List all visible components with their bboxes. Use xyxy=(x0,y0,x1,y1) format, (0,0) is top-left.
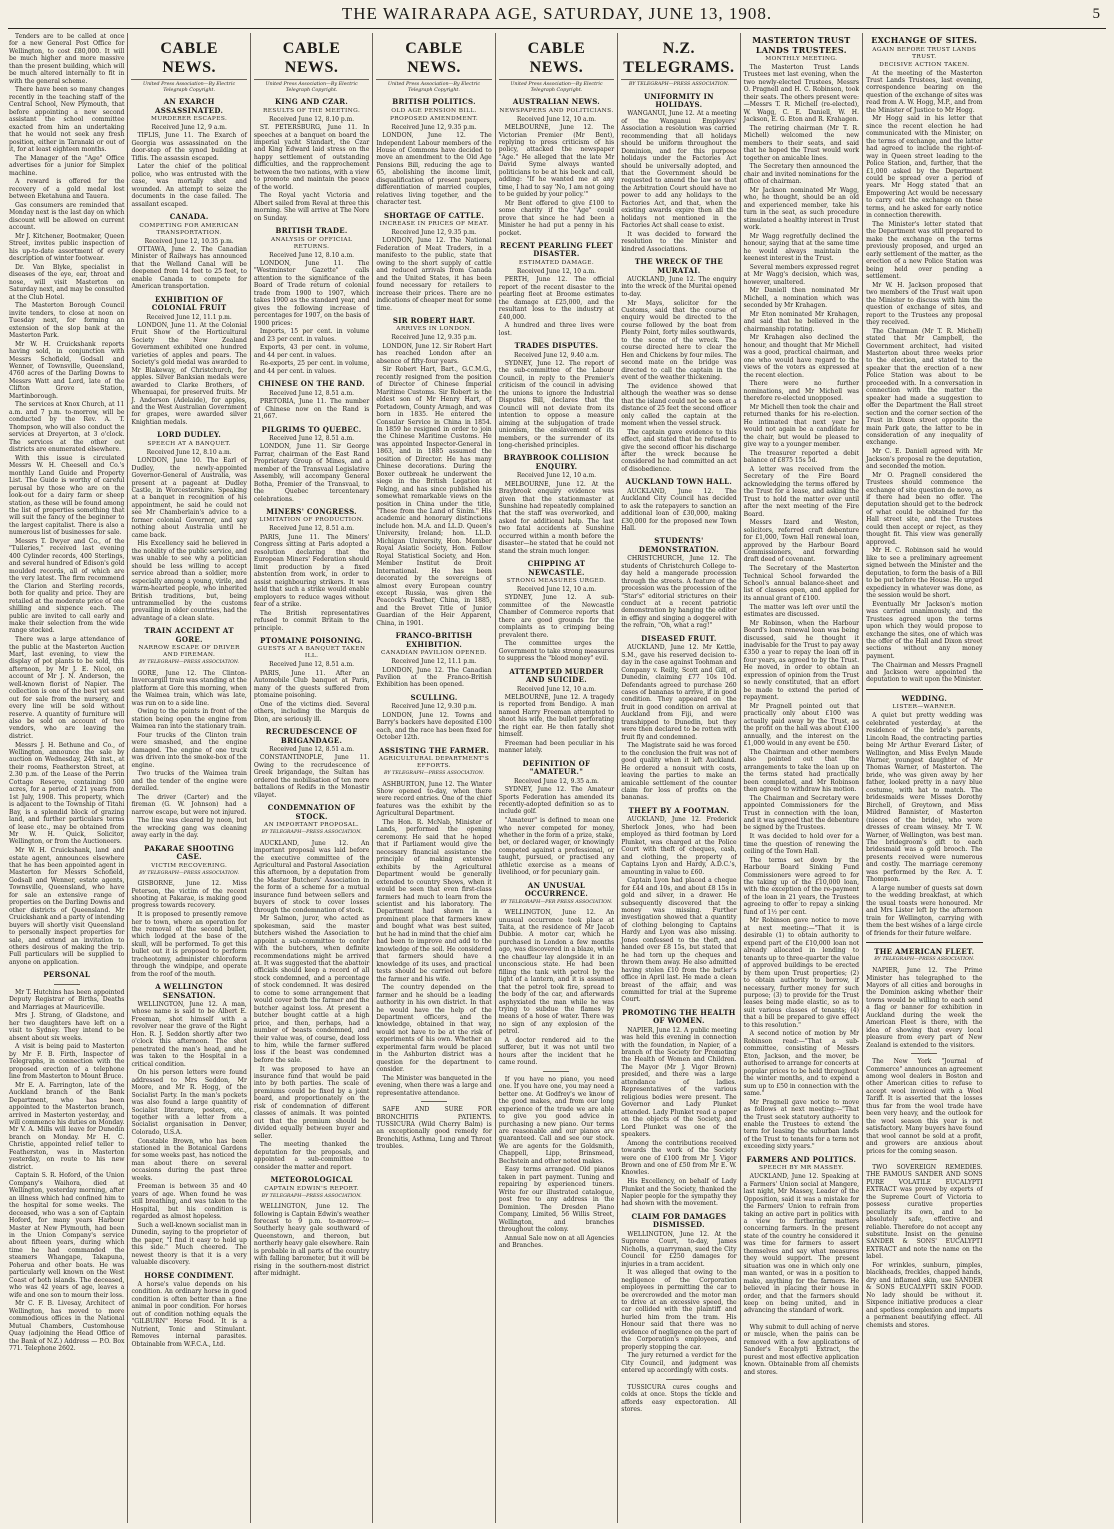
paragraph: It was proposed to have an insurance fund that would be paid into by both parties. The scale of premiums could be fixed by a joint board, and proportionately on the risk of condemnation of different classes of animals. It was pointed out that the premium should be divided equally between buyer and seller. xyxy=(253,1065,370,1140)
paragraph: The Hon. R. McNab, Minister of Lands, performed the opening ceremony. He said that he hoped that if Parliament would give the necessary financial assistance the principle of making extensive exhibits by the Agricultural Department would be generally extended to country Shows, when it would be seen that even first-class farmers had much to learn from the scientist and his laboratory. The Department had shown in a prominent place that farmers knew and bought what was best suited, but he had in mind that the chief aim had been to improve and add to the knowledge of the soil. He considered that farmers should have a knowledge of its uses, and practical tests should be carried out before the farmer and his wife. xyxy=(376,818,492,983)
received-line: Received June 12, 10 a.m. xyxy=(516,115,597,123)
wire-credit: BY TELEGRAPH—PRESS ASSOCIATION. xyxy=(261,830,362,835)
paragraph: Mr Pragnell gave notice to move as follows at next meeting:—"That the Trust seek statutory authority to enable the Trustees to extend the term for leasing the suburban lands of the Trust to tenants for a term not exceeding sixty years." xyxy=(743,1098,860,1151)
received-line: Received June 12, 8.10 a.m. xyxy=(269,251,355,259)
wire-credit: BY TELEGRAPH—PRESS ASSOCIATION. xyxy=(874,957,975,963)
paragraph: AUCKLAND, June 12. Mr Kettle, S.M., gave his reserved decision to-day in the case against Toohman and Company v. Reilly, Scott and Gill, of Dunedin, claiming £77 10s 10d. Defendants agreed to purchase 260 cases of bananas to arrive, if in good condition. They appeared on the fruit in good condition on arrival at Auckland from Fiji, and were transhipped to Dunedin, but they were then declared to be rotten with fruit fly and condemned. xyxy=(621,644,737,741)
paragraph: The Masterton Trust Lands Trustees met last evening, when the two newly-elected Trustees, Messrs O. Pragnell and H. C. Robinson, took their seats. The others present were:—Messrs T. R. Michell (re-elected), W. Wagg, C. E. Daniell, W. H. Jackson, E. G. Eton and R. Krahagen. xyxy=(743,64,860,124)
paragraph: Sir Robert Hart, Bart., G.C.M.G., recently resigned from the position of Director of Chinese Imperial Maritime Customs. Sir Robert is the eldest son of Mr Henry Hart, of Portadown, County Armagh, and was born in 1835. He entered the Consular Service in China in 1854. In 1859 he resigned in order to join the Chinese Maritime Customs. He was appointed Inspector-General in 1863, and in 1885 assumed the position of Director. He has many Chinese decorations. During the Boxer outbreak he underwent the siege in the British Legation at Peking, and has since published his somewhat remarkable views on the position in China under the title, "These from the Land of Sinim." His academic and honorary distinctions include hon. M.A. and LL.D. Queen's University, Ireland; hon. LL.D. Michigan University, Hon. Member Royal Asiatic Society, Hon. Fellow Royal Statistical Society, and Hon. Member Institut de Droit International. He has been decorated by the sovereigns of almost every European country except Russia, was given the Peacock's Feather, China, in 1885, and the Brevet Title of Junior Guardian of the Heir Apparent, China, in 1901. xyxy=(376,366,492,627)
paragraph: There were no further nominations, and Mr Michell was therefore re-elected unopposed. xyxy=(743,380,860,403)
paragraph: The Chairman and Messrs Pragnell and Jackson were appointed the deputation to wait upon the Minister. xyxy=(866,661,983,684)
article-subheading: COMPETING FOR AMERICAN TRANSPORTATION. xyxy=(139,222,239,236)
article-heading: UNIFORMITY IN HOLIDAYS. xyxy=(643,91,714,109)
paragraph: The terms set down by the Harbour Board Sinking Fund Commissioners were agreed to for the taking up of the £10,000 loan, with the exception of the re-payment of the loan in 21 years, the Trustees agreeing to offer to repay a sinking fund of 1½ per cent. xyxy=(743,856,860,916)
received-line: Received June 12, 10 a.m. xyxy=(516,267,597,275)
paragraph: With this issue is circulated Messrs W. H. Cheesell and Co.'s monthly Land Guide and Property List. The Guide is worthy of careful perusal by those who are on the look-out for a dairy farm or sheep station, as these will be found among the list of properties something that will suit the fancy of the beginner to the largest capitalist. There is also a numerous list of businesses for sale. xyxy=(9,454,125,537)
paragraph: There have been so many changes recently in the teaching staff of the Central School, New Plymouth, that before appointing a new second assistant the school committee exacted from him an undertaking that he would not seek any fresh position, either in Taranaki or out of it, for at least eighteen months. xyxy=(9,86,125,153)
article-heading: HORSE CONDIMENT. xyxy=(144,1270,235,1280)
separator xyxy=(788,1319,814,1320)
paragraph: The treasurer reported a debit balance of £875 15s 5d. xyxy=(743,449,860,465)
received-line: Received June 12, 10 a.m. xyxy=(516,685,597,693)
paragraph: AUCKLAND, June 12. An important proposal was laid before the executive committee of the Agricultural and Pastoral Association this afternoon, by a deputation from the Master Butchers' Association in the form of a scheme for a mutual insurance fund between sellers and buyers of stock to cover losses through the condemnation of stock. xyxy=(253,839,370,914)
paragraph: The jury returned a verdict for the City Council, and judgment was entered up accordingly with costs. xyxy=(621,1352,737,1375)
paragraph: LONDON, June 11. The "Westminster Gazette" calls attention to the significance of the Board of Trade return of colonial trade from 1900 to 1907, which takes 1900 as the standard year, and gives the following increase of percentages for 1907, on the basis of 1900 prices: xyxy=(253,259,370,327)
article-subheading: DECISIVE ACTION TAKEN. xyxy=(879,61,970,68)
advertisement: Why submit to dull aching of nerve or muscle, when the pains can be removed with a few applications of Sander's Eucalypti Extract, the purest and most effective application known. Obtainable from all chemists and stores. xyxy=(743,1323,860,1376)
separator xyxy=(666,1379,692,1380)
article-subheading: CANADIAN PAVILION OPENED. xyxy=(381,650,487,657)
received-line: Received June 12, 9.35 p.m. xyxy=(391,228,477,236)
paragraph: LONDON, June 12. Towns and Barry's backers have deposited £100 each, and the race has been fixed for October 12th. xyxy=(376,711,492,742)
paragraph: Mr Michell then took the chair and returned thanks for his re-election. He intimated that next year he would not again be a candidate for the chair, but would be pleased to give way to a younger member. xyxy=(743,403,860,449)
paragraph: SYDNEY, June 12. The Amateur Sports Federation has amended its recently-adopted definition so as to include golf. xyxy=(498,786,615,816)
column-7 xyxy=(741,33,863,1523)
paragraph: The Minister's letter stated that the Department was still prepared to make the exchange on the terms previously proposed, and urged an early settlement of the matter, as the erection of a new Police Station was being held over pending a settlement. xyxy=(866,220,983,281)
article-heading: BRAYBROOK COLLISION ENQUIRY. xyxy=(503,453,610,471)
paragraph: A large number of guests sat down to the wedding breakfast, at which the usual toasts were honoured. Mr and Mrs Lister left by the afternoon train for Wellington, carrying with them the best wishes of a large circle of friends for their future welfare. xyxy=(866,884,983,937)
article-heading: LORD DUDLEY. xyxy=(157,430,222,440)
paragraph: Mr E. A. Farrington, late of the Auckland branch of the Bank Department, who has been appointed to the Masterton branch, arrived in Masterton yesterday, and will commence his duties on Monday. Mr V. A. Mills will leave for Dunedin branch on Monday. Mr H. C. Christie, appointed relief teller to Featherston, was in Masterton yesterday, on route to his new district. xyxy=(9,1081,125,1171)
advertisement: SAFE AND SURE FOR BRONCHITIS PATIENTS. TUSSICURA (Wild Cherry Balm) is an exceptionally good remedy for Bronchitis, Asthma, Lung and Throat troubles. xyxy=(376,1106,492,1151)
paragraph: MELBOURNE, June 12. The Victorian Premier (Mr Bent), replying to press criticism of his policy, attacked the newspaper "Age." He alleged that the late Mr David Syme always wanted politicians to be at his beck and call, adding: "If he wanted me at any time, I had to say 'No, I am not going to be guided by your policy.'" xyxy=(498,124,615,199)
wire-credit: United Press Association—By Electric Telegraph Copyright. xyxy=(387,82,481,93)
article-heading: SCULLING. xyxy=(410,692,458,702)
received-line: Received June 12, 8.51 a.m. xyxy=(269,389,355,397)
article-subheading: AN IMPORTANT PROPOSAL. xyxy=(264,822,360,828)
received-line: Received June 12, 8.51 a.m. xyxy=(269,746,355,754)
paragraph: NAPIER, June 12. A public meeting was held this evening in connection with the foundation, in Napier, of a branch of the Society for Promoting the Health of Women and Children. The Mayor (Mr J. Vigor Brown) presided, and there was a large attendance of ladies. Representatives of the various religious bodies were present. The Governor and Lady Plunket attended. Lady Plunket read a paper on the objects of the Society, and Lord Plunket was one of the speakers. xyxy=(621,1026,737,1139)
paragraph: Mr H. C. Robinson said he would like to see a preliminary agreement signed between the Minister and the deputation, to form the basis of a Bill to be put before the House. He urged expediency in whatever was done, as the session would be short. xyxy=(866,547,983,600)
paragraph: Mr W. H. Cruickshank reports having sold, in conjunction with Messrs Schofield, Godsall and Wenner, of Townsville, Queensland, 4760 acres of the Darling Downs to Messrs Watt and Lord, late of the Clifton Grove Station, Martinborough. xyxy=(9,340,125,400)
article-heading: THE WRECK OF THE MURATAI. xyxy=(634,257,723,275)
received-line: Received June 12, 8.51 a.m. xyxy=(269,661,355,669)
section-banner: CABLE NEWS. xyxy=(131,39,246,80)
article-subheading: AGRICULTURAL DEPARTMENT'S EFFORTS. xyxy=(378,755,490,769)
paragraph: A hundred and three lives were lost. xyxy=(498,322,615,337)
paragraph: A reward is offered for the recovery of a gold medal lost between Eketahuna and Tauera. xyxy=(9,178,125,201)
paragraph: LONDON, June 12. The Canadian Pavilion at the Franco-British Exhibition has been opened. xyxy=(376,666,492,689)
paragraph: AUCKLAND, June 12. The enquiry into the wreck of the Muritai opened to-day. xyxy=(621,276,737,298)
wire-credit: BY TELEGRAPH—PER PRESS ASSOCIATION. xyxy=(500,899,613,905)
separator xyxy=(911,1159,937,1160)
masthead-title: THE WAIRARAPA AGE, SATURDAY, JUNE 13, 1908. xyxy=(341,4,773,23)
paragraph: GISBORNE, June 12. Miss Peterson, the victim of the recent shooting at Pakarae, is making good progress towards recovery. xyxy=(131,880,247,910)
paragraph: Mr Wagg regretfully declined the honour, saying that at the same time he would always maintain the keenest interest in the Trust. xyxy=(743,232,860,263)
paragraph: Mr Daniell then nominated Mr Michell, a nomination which was seconded by Mr Krahagen. xyxy=(743,287,860,310)
paragraph: It was alleged that owing to the negligence of the Corporation employees in permitting the car to be overcrowded and the motor man to drive at an excessive speed, the car collided with the plaintiff and hurled him from the tram. His Honour said that there was no evidence of negligence on the part of the Corporation's employees, and properly stopping the car. xyxy=(621,1269,737,1351)
article-subheading: SPEECH BY MR MASSEY. xyxy=(758,1165,844,1172)
paragraph: The driver (Carter) and the fireman (G. W. Johnson) had a narrow escape, but were not injured. xyxy=(131,793,247,816)
paragraph: NAPIER, June 12. The Prime Minister has telegraphed to the Mayors of all cities and boroughs in the Dominion asking whether their towns would be willing to each send a flag or banner for exhibition in Auckland during the week the American Fleet is there, with the idea of showing that every local pleasure from every part of New Zealand is extended to the visitors. xyxy=(866,967,983,1049)
advertisement: For wrinkles, sunburn, pimples, blackheads, freckles, chapped hands, dry and inflamed skin, use SANDER & SONS EUCALYPTI SKIN FOOD. No lady should be without it. Sixpence initiative produces a clear and spotless complexion and imparts a permanent beautifying effect. All chemists and stores. xyxy=(866,1262,983,1329)
wire-credit: United Press Association—By Electric Telegraph Copyright. xyxy=(143,82,236,93)
paragraph: TIFLIS, June 11. The Exarch of Georgia was assassinated on the door-step of the synod building at Tiflis. The assassin escaped. xyxy=(131,132,247,162)
column-6 xyxy=(618,33,740,1523)
column-5 xyxy=(496,33,618,1523)
article-subheading: GUESTS AT A BANQUET TAKEN ILL. xyxy=(257,646,366,660)
paragraph: Mr Pragnell pointed out that practically only about £100 was actually paid away by the Trust, as the profit on the hall was about £100 annually, and the interest on the £1,000 would in any event be £50. xyxy=(743,702,860,748)
paragraph: MELBOURNE, June 12. At the Braybrook enquiry evidence was given that the stationmaster at Sunshine had repeatedly complained that the staff was overworked, and asked for additional help. The last two fatal accidents at Sunshine occurred within a month before the disaster—he stated that he could not stand the strain much longer. xyxy=(498,480,615,555)
wire-credit: BY TELEGRAPH—PRESS ASSOCIATION. xyxy=(628,82,729,87)
article-heading: CHIPPING AT NEWCASTLE. xyxy=(527,559,586,577)
received-line: Received June 12, 11.1 p.m. xyxy=(391,658,477,666)
paragraph: Four trucks of the Clinton train were smashed, and the engine damaged. The engine of one truck was driven into the smoke-box of the engine. xyxy=(131,731,247,769)
paragraph: The committee urges the Government to take strong measures to suppress the "blood money" evil. xyxy=(498,640,615,663)
paragraph: CHRISTCHURCH, June 12. The students of Christchurch College to-day held a mangerade procession through the streets. A feature of the procession was the procession of the "Star's" editorial strictures on their conduct at a recent patriotic demonstration by hanging the editor in effigy and singing a doggerel with the refrain, "Oh, what a rag!" xyxy=(621,555,737,630)
article-heading: A WELLINGTON SENSATION. xyxy=(155,982,224,1000)
separator xyxy=(54,984,80,985)
masthead-rule xyxy=(8,28,1106,29)
article-heading: SIR ROBERT HART. xyxy=(392,315,476,325)
paragraph: Gas consumers are reminded that Monday next is the last day on which discount will be allowed on current account. xyxy=(9,201,125,232)
article-heading: CANADA. xyxy=(169,212,209,222)
paragraph: Freeman had been peculiar in his manner lately. xyxy=(498,739,615,755)
article-heading: PTOMAINE POISONING. xyxy=(260,635,364,645)
paragraph: The Royal yacht Victoria and Albert sailed from Reval at three this morning. She will arrive at The Nore on Sunday. xyxy=(253,192,370,222)
article-heading: DEFINITION OF "AMATEUR." xyxy=(522,758,591,777)
paragraph: It is proposed to presently remove her to town, where an operation for the removal of the second bullet, which lodged at the base of the skull, will be performed. To get this bullet out it is proposed to perform tracheotomy, administer chloroform through the windpipe, and operate from the roof of the mouth. xyxy=(131,911,247,978)
paragraph: Mr Jackson nominated Mr Wagg, who, he thought, should be an old and experienced member, take his turn in the seat, as such procedure stimulated a healthy interest in Trust work. xyxy=(743,186,860,232)
paragraph: Mr T. Hutchins has been appointed Deputy Registrar of Births, Deaths and Marriages at Mauriceville. xyxy=(9,988,125,1011)
paragraph: A horse's value depends on his condition. An ordinary horse in good condition is often better than a fine animal in poor condition. For horses out of condition nothing equals the "GILBURN" Horse Food. It is a Nutrient, Tonic and Stimulant. Removes internal parasites. Obtainable from W.F.C.A., Ltd. xyxy=(131,1281,247,1348)
article-heading: AN EXARCH ASSASSINATED. xyxy=(155,97,224,115)
paragraph: Mr Mays, solicitor for the Customs, said that the course of enquiry would be directed to the course followed by the boat from Plenty Point, forty miles southwards, to the scene of the wreck. The course directed here to clear the Hen and Chickens by four miles. The second mate on the bridge was directed to call the captain in the event of the weather thickening. xyxy=(621,299,737,382)
paragraph: Mrs J. Strang, of Gladstone, and her two daughters have left on a visit to Sydney. They intend to be absent about six weeks. xyxy=(9,1012,125,1042)
paragraph: The Manager of the "Age" Office advertises for a junior for Simplex machine. xyxy=(9,154,125,177)
paragraph: Captain Lyon had placed a cheque for £44 and 10s, and about £8 15s in gold and silver, in a drawer. He subsequently discovered that the money was missing. Further investigation showed that a quantity of clothing belonging to Captains Hardy and Lyon was also missing. Jones confessed to the theft, and handed over £8 15s, but stated that he had torn up the cheques and thrown them away. He also admitted having stolen £10 from the butler's office in April last. He made a clean breast of the affair, and was committed for trial at the Supreme Court. xyxy=(621,877,737,1004)
paragraph: His Excellency said he believed in the nobility of the public service, and was unable to see why a politician should be less willing to accept service abroad than a soldier, more especially among a young, virile, and warm-hearted people, who inherited British traditions, but, being untrammelled by the customs prevailing in older countries, had the advantage of a clean slate. xyxy=(131,540,247,622)
paragraph: A doctor rendered aid to the sufferer, but it was not until two hours after the incident that he came round. xyxy=(498,1037,615,1067)
article-heading: RECENT PEARLING FLEET DISASTER. xyxy=(499,241,613,259)
paragraph: GORE, June 12. The Clinton-Invercargill train was standing at the platform at Gore this morning, when the Waimea train, which was late, was run on to a side line. xyxy=(131,669,247,707)
wire-credit: BY TELEGRAPH—PRESS ASSOCIATION. xyxy=(139,870,240,876)
paragraph: Mr C. E. Daniell agreed with Mr Jackson's proposal re the deputation, and seconded the motion. xyxy=(866,448,983,470)
received-line: Received June 12, 8.10 p.m. xyxy=(268,115,355,123)
paragraph: LONDON, June 12. The Independent Labour members of the House of Commons have decided to move an amendment to the Old Age Pensions Bill, reducing the age to 65, abolishing the income limit, disqualification of present paupers, differentiation of married couples, relatives living together, and the character test. xyxy=(376,132,492,207)
paragraph: Mr O. Pragnell considered the Trustees should commence the exchange of site question de novo, as if there had been no offer. The deputation should get to the bedrock of what could be obtained for the Hall street site, and the Trustees could then accept or reject, as they thought fit. This view was generally approved. xyxy=(866,471,983,546)
article-heading: METEOROLOGICAL xyxy=(270,1175,353,1185)
paragraph: Imports, 15 per cent. in volume and 23 per cent. in values. xyxy=(253,328,370,343)
page-number: 5 xyxy=(1092,6,1100,22)
wire-credit: BY TELEGRAPH—PRESS ASSOCIATION. xyxy=(383,770,485,776)
article-heading: TRADES DISPUTES. xyxy=(514,341,599,351)
paragraph: Mr Krahagen also declined the honour, and thought that Mr Michell was a good, practical chairman, and one who would have regard to the views of the voters as expressed at the recent election. xyxy=(743,334,860,379)
paragraph: The meeting thanked the deputation for the proposals, and appointed a sub-committee to consider the matter and report. xyxy=(253,1141,370,1171)
paragraph: Mr Salmon, juror, who acted as spokesman, said the master butchers wished the Association to appoint a sub-committee to confer with the butchers, when definite recommendations might be arrived at. It was suggested that the abattoir officials should keep a record of all stock condemned, and a percentage of stock condemned. It was desired to come to some arrangement that would cover both the farmer and the butcher against loss. At present a butcher bought cattle at a high price, and then, perhaps, had a number of beasts condemned, and their value was, of course, dead loss to him, while the farmer suffered loss if the beast was condemned before the sale. xyxy=(253,915,370,1064)
section-rule xyxy=(866,689,982,690)
paragraph: A second notice of motion by Mr Robinson read:—"That a sub-committee, consisting of Messrs Eton, Jackson, and the mover, be authorised to arrange for concerts at popular prices to be held throughout the winter months, and to expend a sum up to £50 in connection with the same." xyxy=(743,1030,860,1098)
paragraph: The retiring chairman (Mr T. R. Michell) welcomed the new members to their seats, and said that he hoped the Trust would work together on amicable lines. xyxy=(743,124,860,162)
article-heading: SHORTAGE OF CATTLE. xyxy=(383,210,485,220)
paragraph: The Chairman (Mr T. R. Michell) stated that Mr Campbell, the Government architect, had visited Masterton about three weeks prior to the election, and stated to the speaker that the erection of a new Police Station was about to be proceeded with. In a conversation in connection with the matter the speaker had made a suggestion to offer the Department the Hall street section and the corner section of the Trust in Dixon street opposite the main Park gate, the latter to be in consideration of any inequality of exchange. xyxy=(866,327,983,447)
article-subheading: STRONG MEASURES URGED. xyxy=(506,578,607,585)
paragraph: PARIS, June 11. The Miners' Congress sitting at Paris adopted a resolution declaring that the European Miners' Federation should limit production by a fixed abstention from work, in order to assist neighbouring strikers. It was held that such a strike would enable employers to reduce wages without fear of a strike. xyxy=(253,533,370,608)
article-heading: CONDEMNATION OF STOCK. xyxy=(267,803,356,821)
received-line: Received June 12, 9.40 a.m. xyxy=(513,351,599,359)
paragraph: The Magistrate said he was forced to the conclusion the fruit was not of good quality when it left Auckland. He ordered a nonsuit with costs, leaving the parties to make an amicable settlement of the counter claim for loss of profits on the bananas. xyxy=(621,742,737,802)
article-subheading: INCREASE IN PRICES OF MEAT. xyxy=(379,220,489,227)
article-heading: PAKARAE SHOOTING CASE. xyxy=(144,843,235,862)
paragraph: Messrs Izard and Weston, solicitors, referred craft debenture for £1,000, Town Hall renewal loan, approved by the Harbour Board Commissioners, and forwarding draft deed of covenant. xyxy=(743,519,860,564)
section-rule xyxy=(866,942,982,943)
columns xyxy=(6,33,1108,1523)
article-heading: PROMOTING THE HEALTH OF WOMEN. xyxy=(622,1007,736,1026)
article-subheading: PROPOSED AMENDMENT. xyxy=(389,115,479,122)
paragraph: SYDNEY, June 12. The report of the sub-committee of the Labour Council, in reply to the Premier's criticism of the council in advising the unions to ignore the Industrial Disputes Bill, declares that the Council will not deviate from its intention to oppose a measure aiming at the subjugation of trade unionism, the enslavement of its members, or the surrender of its long-cherished principles. xyxy=(498,359,615,449)
wire-credit: BY TELEGRAPH—PRESS ASSOCIATION. xyxy=(139,660,240,666)
article-heading: DISEASED FRUIT. xyxy=(641,633,717,643)
paragraph: The Masterton Borough Council invite tenders, to close at noon on Tuesday next, for forming an extension of the slop bank at the Masterton Park. xyxy=(9,302,125,339)
paragraph: The captain gave evidence to this effect, and stated that he refused to give the second officer his discharge after the wreck because he considered he had committed an act of disobedience. xyxy=(621,428,737,473)
article-heading: STUDENTS' DEMONSTRATION. xyxy=(638,536,719,554)
article-subheading: CAPTAIN EDWIN'S REPORT. xyxy=(264,1185,359,1192)
paragraph: The Secretary of the Masterton Technical School forwarded the School's annual balance-sheet and list of classes open, and applied for its annual grant of £100. xyxy=(743,565,860,602)
received-line: Received June 12, 10.35 p.m. xyxy=(144,237,234,245)
paragraph: Among the contributions received towards the work of the Society were one of £100 from Mr J. Vigor Brown and one of £50 from Mr E. W. Knowles. xyxy=(621,1139,737,1177)
paragraph: The Chairman and Secretary were appointed Commissioners for the Trust in connection with the loan, and it was agreed that the debenture be signed by the Trustees. xyxy=(743,794,860,832)
article-heading: THE AMERICAN FLEET. xyxy=(874,947,975,957)
received-line: Received June 12, 8.51 a.m. xyxy=(269,525,355,533)
paragraph: Eventually Mr Jackson's motion was carried unanimously, and the Trustees agreed upon the terms upon which they would propose to exchange the sites, one of which was the offer of the Hall and Dixon street sections without any money payment. xyxy=(866,600,983,660)
paragraph: LONDON, June 11. At the Colonial Fruit Show of the Horticultural Society the New Zealand Government exhibited one hundred varieties of apples and pears. The Society's gold medal was awarded to Mr Blakeway, of Christchurch, for apples. Silver Banksian medals were awarded to Clarke Brothers, of Whenuapai, for preserved fruits. Mr J. Anderson (Adelaide), for apples, and the West Australian Government for grapes, were awarded silver Knightian medals. xyxy=(131,322,247,426)
paragraph: On his person letters were found addressed to Mrs Seddon, Mr Moore, and Mr R. Hogg, of the Socialist Party. In the man's pockets was also found a large quantity of Socialist literature, posters, etc., together with a letter from a Socialist organisation in Denver, Colorado, U.S.A. xyxy=(131,1069,247,1136)
received-line: Received June 12, 10 a.m. xyxy=(516,472,597,480)
article-heading: KING AND CZAR. xyxy=(275,97,349,107)
paragraph: At the meeting of the Masterton Trust Lands Trustees, last evening, correspondence bearing on the question of the exchange of sites was read from A. W. Hogg, M.P., and from the Minister of Justice to Mr Hogg. xyxy=(866,69,983,114)
article-heading: TRAIN ACCIDENT AT GORE. xyxy=(144,626,234,644)
separator xyxy=(543,1071,569,1072)
paragraph: LONDON, June 12. The National Federation of Meat Traders, in a manifesto to the public, state that owing to the short supply of cattle and reduced arrivals from Canada and the United States, it has been found necessary for retailers to increase their prices. There are no indications of cheaper meat for some time. xyxy=(376,237,492,312)
paragraph: Captain S. R. Hoford, of the Union Company's Waihora, died at Wellington, yesterday morning, after an illness which had confined him to the hospital for some weeks. The deceased, who was a son of Captain Hoford, for many years Harbour Master at New Plymouth, had been in the Union Company's service about fifteen years, during which time he had commanded the steamers Whangape, Takapuna, Poherua and other boats. He was particularly well known on the West Coast of both islands. The deceased, who was 42 years of age, leaves a wife and one son to mourn their loss. xyxy=(9,1172,125,1299)
advertisement: TUSSICURA cures coughs and colds at once. Stops the tickle and affords easy expectoration. All stores. xyxy=(621,1383,737,1414)
paragraph: The New York "Journal of Commerce" announces an agreement among wool dealers in Boston and other American cities to refuse to accept wool invoiced with a Wool Tariff. It is asserted that the losses thus far from the wool trade have been very heavy, and the outlook for the wool season this year is not satisfactory. Many buyers have found that wool cannot be sold at a profit, and growers are anxious about prices for the coming season. xyxy=(866,1058,983,1155)
paragraph: Re-exports, 25 per cent. in volume, and 44 per cent. in values. xyxy=(253,360,370,375)
article-subheading: AGAIN BEFORE TRUST LANDS TRUST. xyxy=(872,46,977,60)
article-subheading: NARROW ESCAPE OF DRIVER AND FIREMAN. xyxy=(138,645,240,659)
paragraph: Mr W. H. Cruickshank, land and estate agent, announces elsewhere that he has been appointed agent in Masterton for Messrs Schofield, Godsall and Wenner, estate agents, Townsville, Queensland, who have for sale an extensive range of properties on the Darling Downs and other districts of Queensland. Mr Cruickshank and a party of intending buyers will shortly visit Queensland to personally inspect properties for sale, and extend an invitation to others desirous of making the trip. Full particulars will be supplied to anyone on application. xyxy=(9,847,125,966)
paragraph: Later the chief of the political police, who was entrusted with the case, was mortally shot and wounded. An attempt to seize the documents in the case failed. The assailant escaped. xyxy=(131,163,247,208)
paragraph: OTTAWA, June 2. The Canadian Minister of Railways has announced that the Welland Canal will be deepened from 14 feet to 25 feet, to enable Canada to compete for American transportation. xyxy=(131,246,247,291)
paragraph: WANGANUI, June 12. At a meeting of the Wanganui Employers' Association a resolution was carried recommending that all holidays should be uniform throughout the Dominion, and for this purpose holidays under the Factories Act should be universally adopted, and that the Government should be requested to amend the law so that the Arbitration Court should have no power to add any holidays to the Factories Act, and that, when the existing awards expire then all the holidays not mentioned in the Factories Act shall cease to exist. xyxy=(621,110,737,230)
paragraph: Mr Robinson gave notice to move at next meeting:—"That it is desirable (1) to obtain authority to expend part of the £10,000 loan not already allocated in lending to tenants up to three-quarter the value of approved buildings to be erected by them upon Trust properties; (2) to obtain authority to borrow, if necessary, further money for such purpose; (3) to provide for the Trust leases being made elastic, so as to suit various classes of tenants; (4) that a bill be prepared to give effect to this resolution." xyxy=(743,917,860,1029)
paragraph: SYDNEY, June 12. A sub-committee of the Newcastle Chamber of Commerce reports that there are good grounds for the complaints as to crimping being prevalent there. xyxy=(498,594,615,639)
wire-credit: BY TELEGRAPH—PRESS ASSOCIATION. xyxy=(261,1193,362,1199)
article-heading: BRITISH POLITICS. xyxy=(392,97,476,107)
paragraph: Mr J. Kitchener, Bootmaker, Queen Street, invites public inspection of his up-to-date assortment of every description of winter footwear. xyxy=(9,232,125,263)
paragraph: AUCKLAND, June 12. The Auckland City Council has decided to ask the ratepayers to sanction an additional loan of £30,000, making £30,000 for the proposed new Town Hall. xyxy=(621,487,737,533)
paragraph: Mr Hogg said in his letter that since the recent election he had communicated with the Minister, on the terms of exchange, and the latter had agreed to include the right-of-way in Queen street leading to the Police Station, and, further, that the £1,000 asked by the Department could be spread over a period of years. Mr Hogg stated that an Empowering Act would be necessary to carry out the exchange on these terms, and he asked for early notice in connection therewith. xyxy=(866,115,983,220)
paragraph: LONDON, June 12. Sir Robert Hart has reached London after an absence of fifty-four years. xyxy=(376,342,492,365)
advertisement: Annual Sale now on at all Agencies and Branches. xyxy=(498,1234,615,1250)
section-heading: PERSONAL xyxy=(43,970,91,980)
paragraph: PRETORIA, June 11. The number of Chinese now on the Rand is 21,667. xyxy=(253,398,370,421)
paragraph: Constable Brown, who has been stationed in the Botanical Gardens for some weeks past, has noticed the man about there on several occasions during the past three weeks. xyxy=(131,1137,247,1182)
section-banner: N.Z. TELEGRAMS. xyxy=(621,39,736,80)
paragraph: The matter was left over until the estimates are discussed. xyxy=(743,603,860,618)
paragraph: LONDON, June 10. The Earl of Dudley, the newly-appointed Governor-General of Australia, was present at a pageant at Dudley Castle, in Worcestershire. Speaking at a banquet in recognition of his appointment, he said he could not see Mr Chamberlain's advice to a former colonial Governor, and say nothing about Australia until he came back. xyxy=(131,457,247,539)
paragraph: PERTH, June 12. The official report of the recent disaster to the pearling fleet at Broome estimates the damage at £25,000, and the resultant loss to the industry at £40,000. xyxy=(498,276,615,321)
paragraph: It was decided to hold over for a time the question of renewing the ceiling of the Town Hall. xyxy=(743,833,860,855)
paragraph: It was decided to forward the resolution to the Minister and kindred Associations. xyxy=(621,230,737,253)
paragraph: Owing to the points in front of the station being open the engine from Waimea ran into the stationary train. xyxy=(131,708,247,731)
separator xyxy=(421,1101,447,1102)
article-heading: CHINESE ON THE RAND. xyxy=(258,379,365,389)
paragraph: PARIS, June 11. After an Automobile Club banquet at Paris, many of the guests suffered from ptomaine poisoning. xyxy=(253,669,370,700)
column-4 xyxy=(373,33,495,1523)
article-heading: MASTERTON TRUST LANDS TRUSTEES. xyxy=(752,35,851,55)
article-heading: FRANCO-BRITISH EXHIBITION. xyxy=(395,631,473,649)
paragraph: Mr W. H. Jackson proposed that two members of the Trust wait upon the Minister to discuss with him the question of exchange of sites, and report to the Trustees any proposal they received. xyxy=(866,281,983,327)
paragraph: The Chairman and other members also pointed out that the arrangements to take the loan up on the terms stated had practically been completed, and Mr Robinson then agreed to withdraw his motion. xyxy=(743,748,860,793)
received-line: Received June 12, 9.30 p.m. xyxy=(391,703,477,711)
paragraph: "Amateur" is defined to mean one who never competed for money, whether in the form of a prize, stake, bet, or declared wager, or knowingly competed against a professional, or taught, pursued, or practised any athletic exercise as a means of livelihood, or for pecuniary gain. xyxy=(498,817,615,877)
paragraph: Messrs T. Dwyer and Co., of the "Tuileries," received last evening 400 Cylinder records, 400 Sterlings, and several hundred of Edison's gold moulded records, all of which are the very latest. The firm recommend the Clarion and Sterling records, both for quality and price. They are retailed at the moderate price of one shilling and sixpence each. The public are invited to call early and make their selection from the wide range stocked. xyxy=(9,537,125,635)
column-2 xyxy=(128,33,250,1523)
advertisement: Easy terms arranged. Old pianos taken in part payment. Tuning and repairing by experienced tuners. Write for our illustrated catalogue, post free to any address in the Dominion. The Dresden Piano Company, Limited, 56 Willis Street, Wellington, and branches throughout the colony. xyxy=(498,1166,615,1234)
paragraph: Several members expressed regret at Mr Wagg's decision, which was, however, unaltered. xyxy=(743,263,860,286)
section-banner: CABLE NEWS. xyxy=(376,39,491,80)
paragraph: Mr Robinson, when the Harbour Board's loan renewal loan was being discussed, said he thought it inadvisable for the Trust to pay away £350 a year to repay the loan off in four years, as agreed to by the Trust. He moved, in order to obtain an expression of opinion from the Trust so newly constituted, that an effort be made to extend the period of repayment. xyxy=(743,619,860,702)
article-heading: RECRUDESCENCE OF BRIGANDAGE. xyxy=(265,727,358,745)
paragraph: LONDON, June 11. Sir George Farrar, chairman of the East Rand Proprietary Group of Mines, and a member of the Transvaal Legislative Assembly, will accompany General Botha, Premier of the Transvaal, to the Quebec tercentenary celebrations. xyxy=(253,443,370,503)
paragraph: Freeman is between 35 and 40 years of age. When found he was still breathing, and was taken to the Hospital, but his condition is regarded as almost hopeless. xyxy=(131,1183,247,1221)
paragraph: A quiet but pretty wedding was celebrated yesterday, at the residence of the bride's parents, Lincoln Road, the contracting parties being Mr Arthur Everard Lister, of Wellington, and Miss Evelyn Maude Warner, youngest daughter of Mr Thomas Warner, of Masterton. The bride, who was given away by her father, looked pretty in a navy blue costume, with hat to match. The bridesmaids were Misses Dorothy Birchell, of Greytown, and Miss Mildred Bannister, of Masterton (nieces of the bride), who wore dresses of cream winsey. Mr T. W. Warner, of Wellington, was best man. The bridegroom's gift to each bridesmaid was a gold brooch. The presents received were numerous and costly. The marriage ceremony was performed by the Rev. A. T. Thompson. xyxy=(866,712,983,884)
paragraph: Mr Eton nominated Mr Krahagen, and said that he believed in the chairmanship rotating. xyxy=(743,310,860,333)
paragraph: ASHBURTON, June 12. The Winter Show opened to-day, when there were record entries. One of the chief features was the exhibit by the Agricultural Department. xyxy=(376,780,492,818)
paragraph: Exports, 43 per cent. in volume, and 44 per cent. in values. xyxy=(253,344,370,359)
article-heading: BRITISH TRADE. xyxy=(275,226,348,236)
article-subheading: MONTHLY MEETING. xyxy=(765,56,838,62)
paragraph: WELLINGTON, June 12. The following is Captain Edwin's weather forecast to 9 p.m. to-morrow:—Southerly heavy gale southward of Queenstown, and thereon, but northerly heavy gale elsewhere. Rain is probable in all parts of the country with falling barometer, but it will be rising in the southern-most district after midnight. xyxy=(253,1203,370,1278)
article-subheading: ANALYSIS OF OFFICIAL RETURNS. xyxy=(270,236,353,250)
received-line: Received June 12, 9.35 p.m. xyxy=(391,334,477,342)
column-8 xyxy=(863,33,985,1523)
article-heading: ATTEMPTED MURDER AND SUICIDE. xyxy=(509,666,604,685)
column-1 xyxy=(6,33,128,1523)
article-heading: PILGRIMS TO QUEBEC. xyxy=(261,424,362,434)
paragraph: AUCKLAND, June 12. Frederick Sherlock Jones, who had been employed as third footman by Lord Plunket, was charged at the Police Court with theft of cheques, cash, and clothing, the property of Captains Lyon and Hardy, A.D.C.'s, amounting in value to £60. xyxy=(621,816,737,876)
article-subheading: VICTIM RECOVERING. xyxy=(151,862,228,869)
section-banner: CABLE NEWS. xyxy=(499,39,614,80)
article-heading: EXHIBITION OF COLONIAL FRUIT xyxy=(151,294,227,313)
article-subheading: OLD AGE PENSION BILL. xyxy=(391,107,477,114)
received-line: Received June 12, 10 a.m. xyxy=(516,586,597,594)
paragraph: Such a well-known socialist man in Dunedin, saying to the proprietor of the paper, "I find it easy to hold up this side." Much cheered. The newest theory is that it is a very valuable discovery. xyxy=(131,1221,247,1267)
wire-credit: United Press Association—By Electric Telegraph Copyright. xyxy=(265,82,358,93)
paragraph: The country depended on the farmer and he should be a leading authority in his own district. In that he would have the help of the Department officers, and the knowledge, obtained in that way, would not have to be at the risk of experiments of his own. Whether an experimental farm would be placed in the Ashburton district was a question for the department to consider. xyxy=(376,984,492,1074)
received-line: Received June 12, 9.35 p.m. xyxy=(391,123,477,131)
paragraph: There was a large attendance of the public at the Masterton Auction Mart, last evening, to view the display of pot plants to be sold, this afternoon, by Mr J. E. Nicol, on account of Mr J. N. Anderson, the well-known florist of Napier. The collection is one of the best yet sent out for sale from the nursery, and every line will be sold without reserve. A quantity of furniture will also be sold on account of two vendors, who are leaving the district. xyxy=(9,636,125,740)
paragraph: Mr C. F. B. Livesay, Architect of Wellington, has moved to more commodious offices in the National Mutual Chambers, Customhouse Quay (adjoining the Head Office of the Bank of N.Z.) Address — P.O. Box 771. Telephone 2602. xyxy=(9,1300,125,1352)
advertisement: If you have no piano, you need one. If you have one, you may need a better one. At Godfrey's we know of the good makes, and from our long experience of the trade we are able to give you good advice in purchasing a new piano. Our terms are reasonable and our pianos are guaranteed. Call and see our stock. We are agents for the Goldsmith, Chappell, Lipp, Brinsmead, Bechstein and other noted makes. xyxy=(498,1075,615,1165)
paragraph: Two trucks of the Waimea train and the tender of the engine were derailed. xyxy=(131,770,247,793)
article-subheading: NEWSPAPERS AND POLITICIANS. xyxy=(499,107,614,114)
paragraph: The services at Knox Church, at 11 a.m. and 7 p.m. to-morrow, will be conducted by the Rev. A. T. Thompson, who will also conduct the services at Dreyerton, at 3 o'clock. The services at the other out districts are enumerated elsewhere. xyxy=(9,401,125,454)
article-subheading: RESULTS OF THE MEETING. xyxy=(262,107,361,114)
paragraph: The British representatives refused to commit Britain to the principle. xyxy=(253,609,370,632)
paragraph: One of the victims died. Several others, including the Marquis de Dion, are seriously ill. xyxy=(253,700,370,723)
article-heading: CLAIM FOR DAMAGES DISMISSED. xyxy=(631,1211,727,1230)
paragraph: A visit is being paid to Masterton by Mr F. B. Firth, Inspector of Telegraphs, in connection with the proposed erection of a telephone line from Masterton to Mount Bruce. xyxy=(9,1043,125,1081)
paragraph: ST. PETERSBURG, June 11. In speeches at a banquet on board the imperial yacht Standart, the Czar and King Edward laid stress on the happy settlement of outstanding difficulties, and the rapprochement between the two nations, with a view to promote and maintain the peace of the world. xyxy=(253,124,370,191)
paragraph: WELLINGTON, June 12. A man, whose name is said to be Albert E. Freeman, shot himself with a revolver near the grave of the Right Hon. R. J. Seddon shortly after two o'clock this afternoon. The shot penetrated the man's head, and he was taken to the Hospital in a critical condition. xyxy=(131,1000,247,1068)
paragraph: His Excellency, on behalf of Lady Plunket and the Society, thanked the Napier people for the sympathy they had shown with the movement. xyxy=(621,1178,737,1208)
paragraph: MELBOURNE, June 12. A tragedy is reported from Bendigo. A man named Harry Freeman attempted to shoot his wife, the bullet perforating the right ear. He then fatally shot himself. xyxy=(498,694,615,739)
paragraph: The Minister was banqueted in the evening, when there was a large and representative attendance. xyxy=(376,1074,492,1097)
paragraph: CONSTANTINOPLE, June 11. Owing to the recrudescence of Greek brigandage, the Sultan has ordered the mobilisation of ten more battalions of Redifs in the Monastir vilayet. xyxy=(253,754,370,799)
paragraph: Messrs J. H. Bethune and Co., of Wellington, announce the sale by auction on Wednesday, 24th inst., at their rooms, Featherston Street, at 2.30 p.m. of the Lease of the Perrin Cottage Reserve, containing 500 acres, for a period of 21 years from 1st July, 1908. This property, which is adjacent to the Township of Titahi Bay, is a splendid block of grazing land, and further particulars terms of lease etc., may be obtained from Mr W. H. Quick, Solicitor, Wellington, or from the Auctioneers. xyxy=(9,741,125,846)
article-heading: WEDDING. xyxy=(901,693,948,703)
received-line: Received June 12, 9.35 a.m. xyxy=(513,777,599,785)
paragraph: AUCKLAND, June 12. Speaking at a Farmers' Union social at Mangere, last night, Mr Massey, Leader of the Opposition, said it was a mistake for the Farmers' Union to refrain from taking an active part in politics with a view to furthering matters concerning farmers. In the present state of the country he considered it was time for farmers to assert themselves and say what measures they would support. The present situation was one in which only one man wanted, or was in a position to make, anything for the farmers. He believed in placing their house in order, and that the farmers should keep on being united, and in advancing the standard of work. xyxy=(743,1173,860,1315)
advertisement: TWO SOVEREIGN REMEDIES. THE FAMOUS SANDER AND SONS PURE VOLATILE EUCALYPTI EXTRACT was proved by experts of the Supreme Court of Victoria to possess curative properties peculiarly its own, and to be absolutely safe, effective and reliable. Therefore do not accept any substitute. Insist on the genuine SANDER & SONS' EUCALYPTI EXTRACT and note the name on the label. xyxy=(866,1163,983,1261)
article-subheading: SPEECH AT A BANQUET. xyxy=(147,440,231,447)
article-subheading: MURDERER ESCAPES. xyxy=(151,116,228,122)
section-banner: CABLE NEWS. xyxy=(254,39,369,80)
received-line: Received June 12, 9 a.m. xyxy=(151,124,227,131)
received-line: Received June 12, 11.1 p.m. xyxy=(146,313,232,321)
paragraph: WELLINGTON, June 12. An unusual occurrence took place at Taita, at the residence of Mr Jacob Dubbie. A motor car, which he purchased in London a few months ago, was discovered in a blaze, while the chauffeur lay alongside it in an unconscious state. He had been filling the tank with petrol by the light of a lantern, and it is assumed that the petrol took fire, spread to the body of the car, and afterwards asphyxiated the man while he was trying to subdue the flames by means of a hose of water. There was no sign of any explosion of the petrol. xyxy=(498,909,615,1036)
column-3 xyxy=(251,33,373,1523)
paragraph: Mr Bent offered to give £100 to some charity if the "Age" could prove that since he had been a Minister he had put a penny in his pocket. xyxy=(498,199,615,237)
wire-credit: United Press Association—By Electric Telegraph Copyright. xyxy=(510,82,603,93)
article-heading: THEFT BY A FOOTMAN. xyxy=(628,805,730,815)
paragraph: WELLINGTON, June 12. At the Supreme Court, to-day, James Nicholls, a quarryman, sued the City Council for £250 damages for injuries in a tram accident. xyxy=(621,1230,737,1268)
article-heading: AUCKLAND TOWN HALL. xyxy=(625,477,733,487)
separator xyxy=(911,1053,937,1054)
paragraph: A letter was received from the Secretary of the Fire Board acknowledging the terms offered by the Trust for a lease, and asking the Trust to hold the matter over until after the next meeting of the Fire Board. xyxy=(743,465,860,518)
paragraph: Dr. Van Blyke, specialist in diseases of the eye, ear, throat and nose, will visit Masterton on Saturday next, and may be consulted at the Club Hotel. xyxy=(9,263,125,301)
article-heading: MINERS' CONGRESS. xyxy=(266,507,357,517)
article-heading: AN UNUSUAL OCCURRENCE. xyxy=(524,880,589,899)
article-subheading: ARRIVES IN LONDON. xyxy=(396,326,472,333)
article-subheading: LIMITATION OF PRODUCTION. xyxy=(259,517,364,524)
paragraph: The line was cleared by noon, but the wrecking gang was cleaning away early in the day. xyxy=(131,817,247,840)
article-heading: AUSTRALIAN NEWS. xyxy=(512,97,601,107)
article-subheading: LISTER—WARNER. xyxy=(892,704,957,711)
paragraph: The evidence showed that although the weather was so dense that the island could not be seen at a distance of 25 feet the second officer only called the captain at the moment when the vessel struck. xyxy=(621,382,737,427)
article-subheading: ESTIMATED DAMAGE. xyxy=(518,259,595,266)
article-heading: ASSISTING THE FARMER. xyxy=(379,745,490,755)
article-heading: FARMERS AND POLITICS. xyxy=(746,1154,857,1164)
paragraph: Tenders are to be called at once for a new General Post Office for Wellington, to cost £80,000. It will be much higher and more massive than the present building, which will be much altered internally to fit in with the general scheme. xyxy=(9,33,125,85)
paragraph: The Secretary then announced the chair and invited nominations for the office of chairman. xyxy=(743,163,860,186)
received-line: Received June 12, 8.10 a.m. xyxy=(146,448,232,456)
received-line: Received June 12, 8.51 a.m. xyxy=(269,434,355,442)
article-heading: EXCHANGE OF SITES. xyxy=(871,35,978,45)
